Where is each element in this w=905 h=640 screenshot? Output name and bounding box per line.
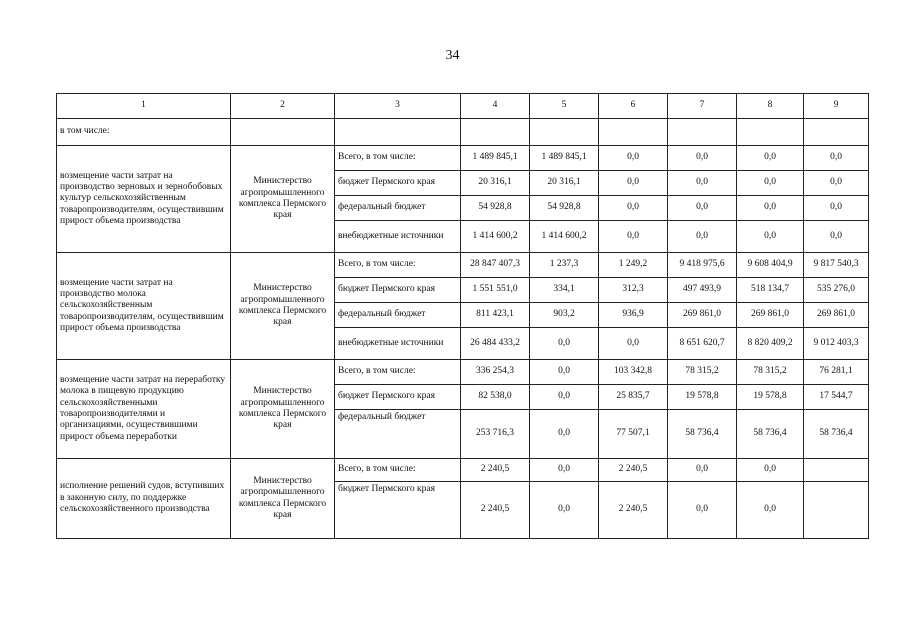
value-cell: 0,0 — [599, 221, 668, 253]
header-cell: 2 — [231, 94, 335, 119]
empty-cell — [335, 119, 461, 146]
value-cell: 497 493,9 — [668, 278, 737, 303]
funding-source: внебюджетные источники — [335, 328, 461, 360]
funding-source: федеральный бюджет — [335, 303, 461, 328]
empty-cell — [231, 119, 335, 146]
value-cell: 2 240,5 — [599, 459, 668, 482]
value-cell: 78 315,2 — [668, 360, 737, 385]
value-cell: 0,0 — [599, 146, 668, 171]
value-cell: 0,0 — [668, 196, 737, 221]
header-cell: 7 — [668, 94, 737, 119]
value-cell: 28 847 407,3 — [461, 253, 530, 278]
header-cell: 5 — [530, 94, 599, 119]
funding-source: бюджет Пермского края — [335, 171, 461, 196]
responsible-organization: Министерство агропромышленного комплекса Пермского края — [231, 459, 335, 539]
value-cell: 1 249,2 — [599, 253, 668, 278]
value-cell: 0,0 — [530, 360, 599, 385]
value-cell: 8 651 620,7 — [668, 328, 737, 360]
value-cell: 0,0 — [737, 171, 804, 196]
value-cell: 0,0 — [737, 221, 804, 253]
funding-source: Всего, в том числе: — [335, 360, 461, 385]
value-cell: 1 489 845,1 — [461, 146, 530, 171]
value-cell: 58 736,4 — [804, 410, 869, 459]
value-cell: 0,0 — [737, 459, 804, 482]
value-cell: 2 240,5 — [461, 482, 530, 539]
value-cell: 0,0 — [530, 482, 599, 539]
value-cell: 0,0 — [530, 385, 599, 410]
value-cell: 1 237,3 — [530, 253, 599, 278]
value-cell: 54 928,8 — [461, 196, 530, 221]
value-cell: 9 817 540,3 — [804, 253, 869, 278]
page-number: 34 — [445, 48, 460, 63]
measure-description: возмещение части затрат на производство молока сельскохозяйственным товаропроизводителям, осуществившим прирост объема производства — [57, 253, 231, 360]
measure-description: исполнение решений судов, вступивших в законную силу, по поддержке сельскохозяйственного производства — [57, 459, 231, 539]
value-cell: 334,1 — [530, 278, 599, 303]
value-cell: 0,0 — [530, 410, 599, 459]
funding-source: Всего, в том числе: — [335, 253, 461, 278]
value-cell: 0,0 — [668, 146, 737, 171]
empty-cell — [737, 119, 804, 146]
value-cell: 269 861,0 — [737, 303, 804, 328]
measure-description: возмещение части затрат на переработку молока в пищевую продукцию сельскохозяйственными товаропроизводителями и организациями, осуществившими прирост объема переработки — [57, 360, 231, 459]
funding-source: внебюджетные источники — [335, 221, 461, 253]
empty-cell — [668, 119, 737, 146]
value-cell: 1 489 845,1 — [530, 146, 599, 171]
header-cell: 9 — [804, 94, 869, 119]
value-cell: 20 316,1 — [530, 171, 599, 196]
value-cell: 0,0 — [804, 196, 869, 221]
value-cell: 19 578,8 — [737, 385, 804, 410]
table-row — [57, 360, 869, 385]
empty-cell — [461, 119, 530, 146]
funding-source: бюджет Пермского края — [335, 278, 461, 303]
value-cell: 0,0 — [804, 221, 869, 253]
funding-source: федеральный бюджет — [335, 410, 461, 459]
subheader-label: в том числе: — [57, 119, 231, 146]
value-cell: 25 835,7 — [599, 385, 668, 410]
value-cell: 1 551 551,0 — [461, 278, 530, 303]
value-cell: 82 538,0 — [461, 385, 530, 410]
value-cell: 8 820 409,2 — [737, 328, 804, 360]
value-cell: 0,0 — [599, 196, 668, 221]
funding-source: Всего, в том числе: — [335, 459, 461, 482]
value-cell: 253 716,3 — [461, 410, 530, 459]
measure-description: возмещение части затрат на производство зерновых и зернобобовых культур сельскохозяйственным товаропроизводителям, осуществившим прирост объема производства — [57, 146, 231, 253]
value-cell: 2 240,5 — [599, 482, 668, 539]
header-cell: 3 — [335, 94, 461, 119]
subheader-row — [57, 119, 869, 146]
value-cell: 336 254,3 — [461, 360, 530, 385]
value-cell: 17 544,7 — [804, 385, 869, 410]
responsible-organization: Министерство агропромышленного комплекса Пермского края — [231, 253, 335, 360]
funding-source: бюджет Пермского края — [335, 482, 461, 539]
value-cell: 0,0 — [804, 171, 869, 196]
value-cell: 0,0 — [668, 459, 737, 482]
value-cell: 58 736,4 — [737, 410, 804, 459]
value-cell: 77 507,1 — [599, 410, 668, 459]
value-cell: 19 578,8 — [668, 385, 737, 410]
value-cell: 1 414 600,2 — [461, 221, 530, 253]
value-cell — [804, 459, 869, 482]
value-cell: 58 736,4 — [668, 410, 737, 459]
empty-cell — [599, 119, 668, 146]
empty-cell — [530, 119, 599, 146]
responsible-organization: Министерство агропромышленного комплекса Пермского края — [231, 360, 335, 459]
budget-table — [56, 93, 869, 539]
funding-source: Всего, в том числе: — [335, 146, 461, 171]
header-cell: 6 — [599, 94, 668, 119]
value-cell — [804, 482, 869, 539]
value-cell: 20 316,1 — [461, 171, 530, 196]
table-row — [57, 459, 869, 482]
value-cell: 0,0 — [530, 328, 599, 360]
value-cell: 76 281,1 — [804, 360, 869, 385]
responsible-organization: Министерство агропромышленного комплекса Пермского края — [231, 146, 335, 253]
table-row — [57, 253, 869, 278]
value-cell: 9 608 404,9 — [737, 253, 804, 278]
value-cell: 312,3 — [599, 278, 668, 303]
value-cell: 103 342,8 — [599, 360, 668, 385]
value-cell: 535 276,0 — [804, 278, 869, 303]
value-cell: 0,0 — [668, 221, 737, 253]
value-cell: 0,0 — [599, 171, 668, 196]
empty-cell — [804, 119, 869, 146]
value-cell: 0,0 — [530, 459, 599, 482]
value-cell: 936,9 — [599, 303, 668, 328]
value-cell: 0,0 — [599, 328, 668, 360]
value-cell: 54 928,8 — [530, 196, 599, 221]
funding-source: федеральный бюджет — [335, 196, 461, 221]
value-cell: 0,0 — [668, 171, 737, 196]
header-cell: 4 — [461, 94, 530, 119]
header-row — [57, 94, 869, 119]
value-cell: 811 423,1 — [461, 303, 530, 328]
value-cell: 2 240,5 — [461, 459, 530, 482]
value-cell: 0,0 — [804, 146, 869, 171]
value-cell: 269 861,0 — [668, 303, 737, 328]
value-cell: 0,0 — [737, 482, 804, 539]
value-cell: 9 012 403,3 — [804, 328, 869, 360]
table-row — [57, 146, 869, 171]
value-cell: 903,2 — [530, 303, 599, 328]
header-cell: 8 — [737, 94, 804, 119]
value-cell: 518 134,7 — [737, 278, 804, 303]
value-cell: 0,0 — [668, 482, 737, 539]
value-cell: 78 315,2 — [737, 360, 804, 385]
value-cell: 0,0 — [737, 196, 804, 221]
value-cell: 269 861,0 — [804, 303, 869, 328]
value-cell: 0,0 — [737, 146, 804, 171]
header-cell: 1 — [57, 94, 231, 119]
funding-source: бюджет Пермского края — [335, 385, 461, 410]
value-cell: 26 484 433,2 — [461, 328, 530, 360]
value-cell: 1 414 600,2 — [530, 221, 599, 253]
value-cell: 9 418 975,6 — [668, 253, 737, 278]
